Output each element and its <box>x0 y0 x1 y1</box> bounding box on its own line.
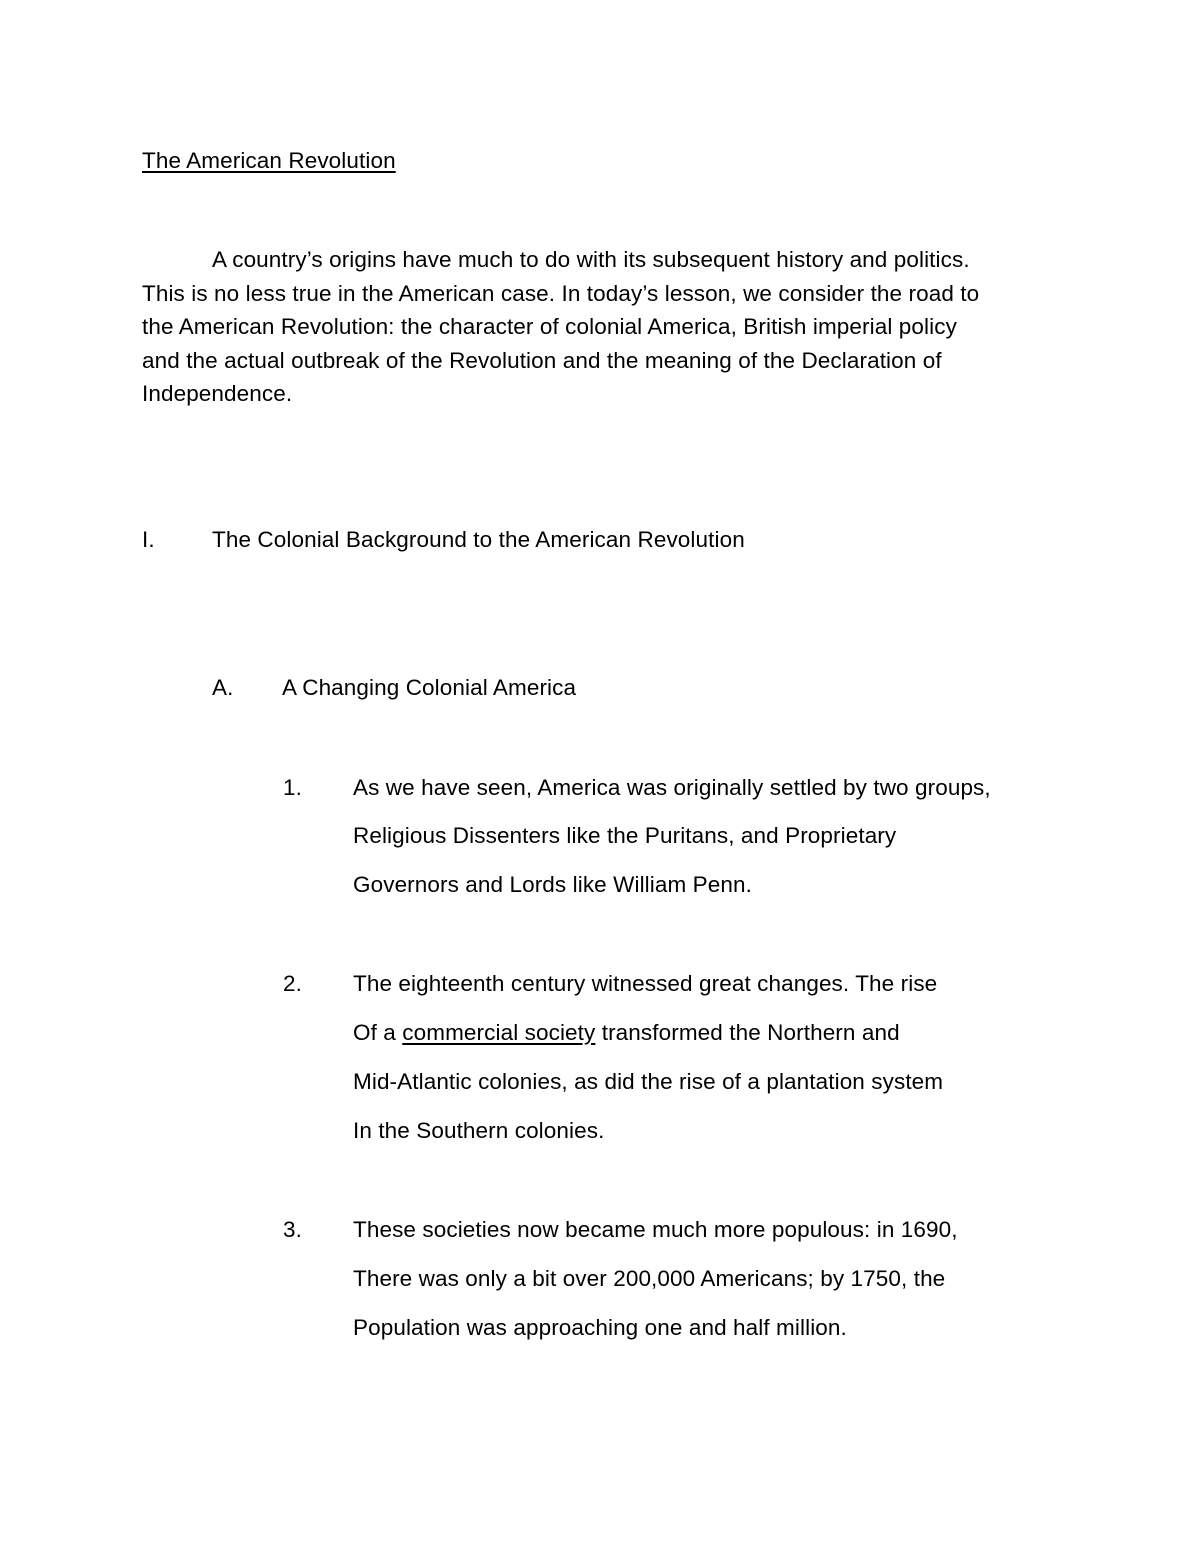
item-2-line <box>353 1016 900 1050</box>
intro-paragraph <box>142 243 1062 411</box>
item-1-marker: 1. <box>283 775 302 800</box>
item-2-text-after: transformed the Northern and <box>595 1020 900 1045</box>
item-3-line: These societies now became much more populous: in 1690, <box>353 1217 958 1242</box>
item-2-line: Mid-Atlantic colonies, as did the rise of a plantation system <box>353 1069 944 1094</box>
item-3-line: Population was approaching one and half million. <box>353 1315 847 1340</box>
document-title: The American Revolution <box>142 148 396 173</box>
section-i-heading: The Colonial Background to the American Revolution <box>212 527 745 552</box>
intro-line: A country’s origins have much to do with its subsequent history and politics. <box>212 247 970 272</box>
underlined-term: commercial society <box>402 1020 596 1045</box>
item-2-line: In the Southern colonies. <box>353 1118 605 1143</box>
intro-line: This is no less true in the American case. In today’s lesson, we consider the road to <box>142 280 980 306</box>
intro-line: the American Revolution: the character of colonial America, British imperial policy <box>142 314 957 339</box>
item-1-line: Governors and Lords like William Penn. <box>353 872 752 897</box>
item-3-line: There was only a bit over 200,000 Americans; by 1750, the <box>353 1266 946 1291</box>
item-2-marker: 2. <box>283 971 302 996</box>
intro-line: and the actual outbreak of the Revolution and the meaning of the Declaration of <box>142 347 942 373</box>
subsection-a-heading: A Changing Colonial America <box>282 675 577 700</box>
item-1-line: As we have seen, America was originally settled by two groups, <box>353 775 991 800</box>
section-i-marker: I. <box>142 527 155 552</box>
intro-line: Independence. <box>142 381 293 406</box>
item-2-text-before: Of a <box>353 1020 403 1045</box>
item-1-line: Religious Dissenters like the Puritans, and Proprietary <box>353 823 897 848</box>
item-3-marker: 3. <box>283 1217 302 1242</box>
item-2-line: The eighteenth century witnessed great changes. The rise <box>353 971 938 996</box>
subsection-a-marker: A. <box>212 675 234 700</box>
